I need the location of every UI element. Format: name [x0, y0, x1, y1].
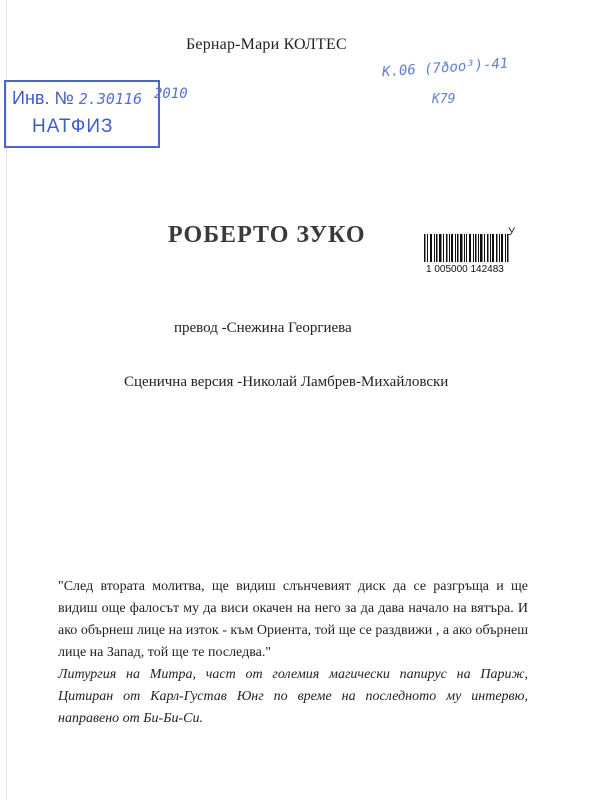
stamp-year: 2010 — [154, 86, 188, 102]
barcode-number: 1 005000 142483 — [426, 264, 504, 275]
play-title: РОБЕРТО ЗУКО — [168, 222, 366, 248]
stamp-institution: НАТФИЗ — [32, 116, 114, 137]
inventory-stamp — [4, 80, 160, 148]
author-name: Бернар-Мари КОЛТЕС — [186, 36, 347, 53]
stamp-inventory-label: Инв. № — [12, 88, 74, 108]
barcode-mark: У — [508, 226, 515, 238]
epigraph-source: Литургия на Митра, част от големия магически папирус на Париж, Цитиран от Карл-Густав Юнг по време на последното му интервю, направено от Би-Би-Си. — [58, 667, 528, 726]
epigraph-quote: "След втората молитва, ще видиш слънчевият диск да се разгръща и ще видиш още фалосът му да виси окачен на него за да дава начало на вятъра. И ако обърнеш лице на изток - към Ориента, той ще се раздвижи , а ако обърнеш лице на Запад, той ще те последва." — [58, 579, 528, 660]
shelfmark-handwritten-sub: K79 — [432, 92, 456, 107]
stamp-inventory-line — [12, 88, 142, 109]
stage-version-credit: Сценична версия -Николай Ламбрев-Михайловски — [124, 374, 449, 390]
translator-credit: превод -Снежина Георгиева — [174, 320, 352, 336]
shelfmark-handwritten: K.06 (7ðoo³)-41 — [381, 55, 509, 81]
stamp-inventory-number: 2.30116 — [78, 90, 142, 108]
